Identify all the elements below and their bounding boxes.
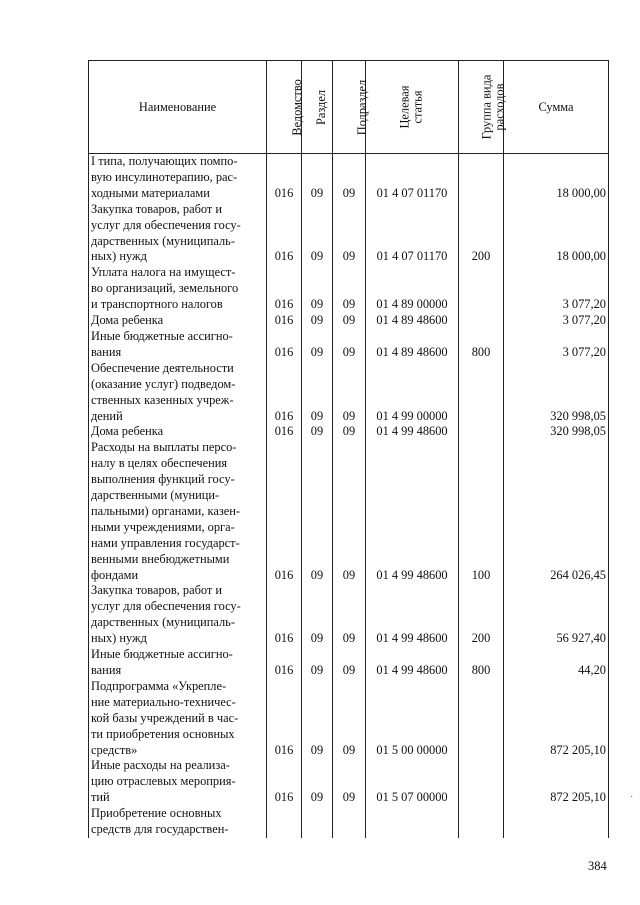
row-celevaya-statya: 01 4 07 01170 (366, 154, 459, 202)
row-razdel: 09 (302, 647, 333, 679)
row-vedomstvo: 016 (267, 329, 302, 361)
header-razdel: Раздел (302, 61, 333, 154)
row-razdel: 09 (302, 154, 333, 202)
row-name-line: кой базы учреждений в час- (91, 710, 239, 725)
row-name-cell (89, 361, 267, 425)
table-row (89, 329, 609, 361)
row-podrazdel: 09 (333, 154, 366, 202)
row-podrazdel: 09 (333, 440, 366, 583)
row-name-line: ти приобретения основных (91, 726, 235, 741)
table-row (89, 806, 609, 838)
header-row (89, 61, 609, 154)
row-podrazdel: 09 (333, 424, 366, 440)
row-name-line: ходными материалами (91, 185, 210, 200)
row-name-line: средств» (91, 742, 138, 757)
row-summa: 44,20 (504, 647, 609, 679)
row-podrazdel: 09 (333, 265, 366, 313)
row-name-line: Иные бюджетные ассигно- (91, 647, 233, 662)
row-name-line: вания (91, 663, 122, 677)
row-razdel: 09 (302, 265, 333, 313)
row-vedomstvo: 016 (267, 202, 302, 266)
budget-table (88, 60, 609, 838)
row-razdel: 09 (302, 313, 333, 329)
row-name-cell (89, 647, 267, 679)
row-name-line: дарственными (муници- (91, 488, 220, 503)
header-podrazdel: Подраздел (333, 61, 366, 154)
row-vedomstvo: 016 (267, 154, 302, 202)
row-name-line: Закупка товаров, работ и (91, 201, 223, 216)
row-name-line: Обеспечение деятельности (91, 360, 234, 375)
row-vedomstvo: 016 (267, 440, 302, 583)
row-name-line: I типа, получающих помпо- (91, 154, 238, 168)
header-vedomstvo: Ведомство (267, 61, 302, 154)
row-razdel: 09 (302, 679, 333, 759)
row-podrazdel: 09 (333, 361, 366, 425)
row-name-cell (89, 154, 267, 202)
row-name-line: ственных казенных учреж- (91, 392, 234, 407)
row-podrazdel: 09 (333, 679, 366, 759)
row-name-line: венными внебюджетными (91, 551, 230, 566)
row-name-line: вую инсулинотерапию, рас- (91, 169, 238, 184)
row-name-line: Иные расходы на реализа- (91, 758, 230, 773)
row-summa: 3 077,20 (504, 265, 609, 313)
table-row (89, 202, 609, 266)
row-summa: 320 998,05 (504, 424, 609, 440)
row-gruppa-vida (459, 679, 504, 759)
row-name-cell (89, 329, 267, 361)
row-summa: 18 000,00 (504, 154, 609, 202)
table-header (89, 61, 609, 154)
row-name-line: (оказание услуг) подведом- (91, 376, 236, 391)
row-podrazdel: 09 (333, 647, 366, 679)
row-podrazdel: 09 (333, 313, 366, 329)
table-row (89, 424, 609, 440)
row-razdel: 09 (302, 424, 333, 440)
table-row (89, 440, 609, 583)
header-gruppa-vida-rashodov: Группа вида расходов (459, 61, 504, 154)
row-podrazdel: 09 (333, 329, 366, 361)
header-summa: Сумма (504, 61, 609, 154)
row-celevaya-statya: 01 4 89 48600 (366, 329, 459, 361)
row-name-line: Дома ребенка (91, 313, 164, 328)
table-row (89, 583, 609, 647)
row-celevaya-statya: 01 4 99 48600 (366, 583, 459, 647)
row-celevaya-statya: 01 5 00 00000 (366, 679, 459, 759)
row-gruppa-vida (459, 806, 504, 838)
row-gruppa-vida: 800 (459, 647, 504, 679)
row-vedomstvo: 016 (267, 647, 302, 679)
row-razdel: 09 (302, 583, 333, 647)
row-name-line: тий (91, 790, 110, 805)
row-podrazdel (333, 806, 366, 838)
header-name: Наименование (89, 61, 267, 154)
row-celevaya-statya: 01 4 07 01170 (366, 202, 459, 266)
row-name-line: цию отраслевых мероприя- (91, 774, 236, 789)
row-summa: 872 205,10 (504, 758, 609, 806)
row-vedomstvo: 016 (267, 361, 302, 425)
row-vedomstvo: 016 (267, 679, 302, 759)
row-name-line: вания (91, 344, 122, 359)
row-name-cell (89, 424, 267, 440)
row-summa: 320 998,05 (504, 361, 609, 425)
row-name-cell (89, 806, 267, 838)
row-name-line: ных) нужд (91, 249, 147, 264)
row-razdel: 09 (302, 329, 333, 361)
row-name-line: налу в целях обеспечения (91, 456, 228, 471)
margin-mark: · (630, 792, 634, 803)
row-celevaya-statya: 01 4 99 48600 (366, 440, 459, 583)
row-razdel (302, 806, 333, 838)
row-podrazdel: 09 (333, 583, 366, 647)
row-vedomstvo: 016 (267, 313, 302, 329)
row-podrazdel: 09 (333, 758, 366, 806)
table-row (89, 154, 609, 202)
row-gruppa-vida: 200 (459, 202, 504, 266)
row-summa (504, 806, 609, 838)
row-razdel: 09 (302, 440, 333, 583)
row-name-line: Дома ребенка (91, 424, 164, 439)
row-name-line: Приобретение основных (91, 806, 222, 821)
row-name-cell (89, 583, 267, 647)
row-name-line: Закупка товаров, работ и (91, 583, 223, 598)
row-name-line: Расходы на выплаты персо- (91, 440, 237, 455)
row-name-cell (89, 440, 267, 583)
table-row (89, 647, 609, 679)
row-celevaya-statya: 01 5 07 00000 (366, 758, 459, 806)
row-name-line: ных) нужд (91, 631, 147, 646)
row-podrazdel: 09 (333, 202, 366, 266)
row-gruppa-vida (459, 265, 504, 313)
row-summa: 56 927,40 (504, 583, 609, 647)
row-gruppa-vida (459, 361, 504, 425)
row-name-line: ние материально-техничес- (91, 694, 236, 709)
header-celevaya-statya: Целевая статья (366, 61, 459, 154)
row-vedomstvo: 016 (267, 758, 302, 806)
row-celevaya-statya: 01 4 99 48600 (366, 647, 459, 679)
row-summa: 872 205,10 (504, 679, 609, 759)
row-name-line: дарственных (муниципаль- (91, 615, 235, 630)
row-celevaya-statya: 01 4 89 48600 (366, 313, 459, 329)
table-row (89, 265, 609, 313)
row-name-line: Подпрограмма «Укрепле- (91, 678, 227, 693)
row-celevaya-statya: 01 4 99 48600 (366, 424, 459, 440)
row-name-line: услуг для обеспечения госу- (91, 217, 241, 232)
row-vedomstvo: 016 (267, 265, 302, 313)
row-name-line: выполнения функций госу- (91, 472, 235, 487)
table-row (89, 313, 609, 329)
row-razdel: 09 (302, 758, 333, 806)
row-name-cell (89, 202, 267, 266)
row-name-line: ными учреждениями, орга- (91, 519, 235, 534)
row-gruppa-vida (459, 154, 504, 202)
row-summa: 3 077,20 (504, 313, 609, 329)
row-name-line: Уплата налога на имущест- (91, 265, 236, 280)
row-summa: 18 000,00 (504, 202, 609, 266)
row-celevaya-statya (366, 806, 459, 838)
row-razdel: 09 (302, 202, 333, 266)
row-name-cell (89, 265, 267, 313)
row-name-line: во организаций, земельного (91, 281, 239, 296)
row-name-line: Иные бюджетные ассигно- (91, 328, 233, 343)
row-name-line: дений (91, 408, 123, 423)
row-vedomstvo: 016 (267, 583, 302, 647)
row-name-line: средств для государствен- (91, 822, 229, 837)
row-name-line: дарственных (муниципаль- (91, 233, 235, 248)
row-celevaya-statya: 01 4 89 00000 (366, 265, 459, 313)
row-celevaya-statya: 01 4 99 00000 (366, 361, 459, 425)
row-razdel: 09 (302, 361, 333, 425)
table-row (89, 361, 609, 425)
table-row (89, 758, 609, 806)
row-gruppa-vida: 100 (459, 440, 504, 583)
row-name-line: пальными) органами, казен- (91, 503, 240, 518)
row-summa: 264 026,45 (504, 440, 609, 583)
row-name-cell (89, 758, 267, 806)
row-name-line: и транспортного налогов (91, 297, 223, 312)
row-summa: 3 077,20 (504, 329, 609, 361)
row-name-cell (89, 313, 267, 329)
row-gruppa-vida: 800 (459, 329, 504, 361)
row-gruppa-vida: 200 (459, 583, 504, 647)
row-gruppa-vida (459, 758, 504, 806)
row-vedomstvo: 016 (267, 424, 302, 440)
table-row (89, 679, 609, 759)
table-body (89, 154, 609, 838)
row-name-line: нами управления государст- (91, 535, 240, 550)
row-name-line: услуг для обеспечения госу- (91, 599, 241, 614)
row-name-line: фондами (91, 567, 139, 582)
row-gruppa-vida (459, 313, 504, 329)
row-vedomstvo (267, 806, 302, 838)
row-gruppa-vida (459, 424, 504, 440)
page-number: 384 (588, 859, 607, 873)
row-name-cell (89, 679, 267, 759)
